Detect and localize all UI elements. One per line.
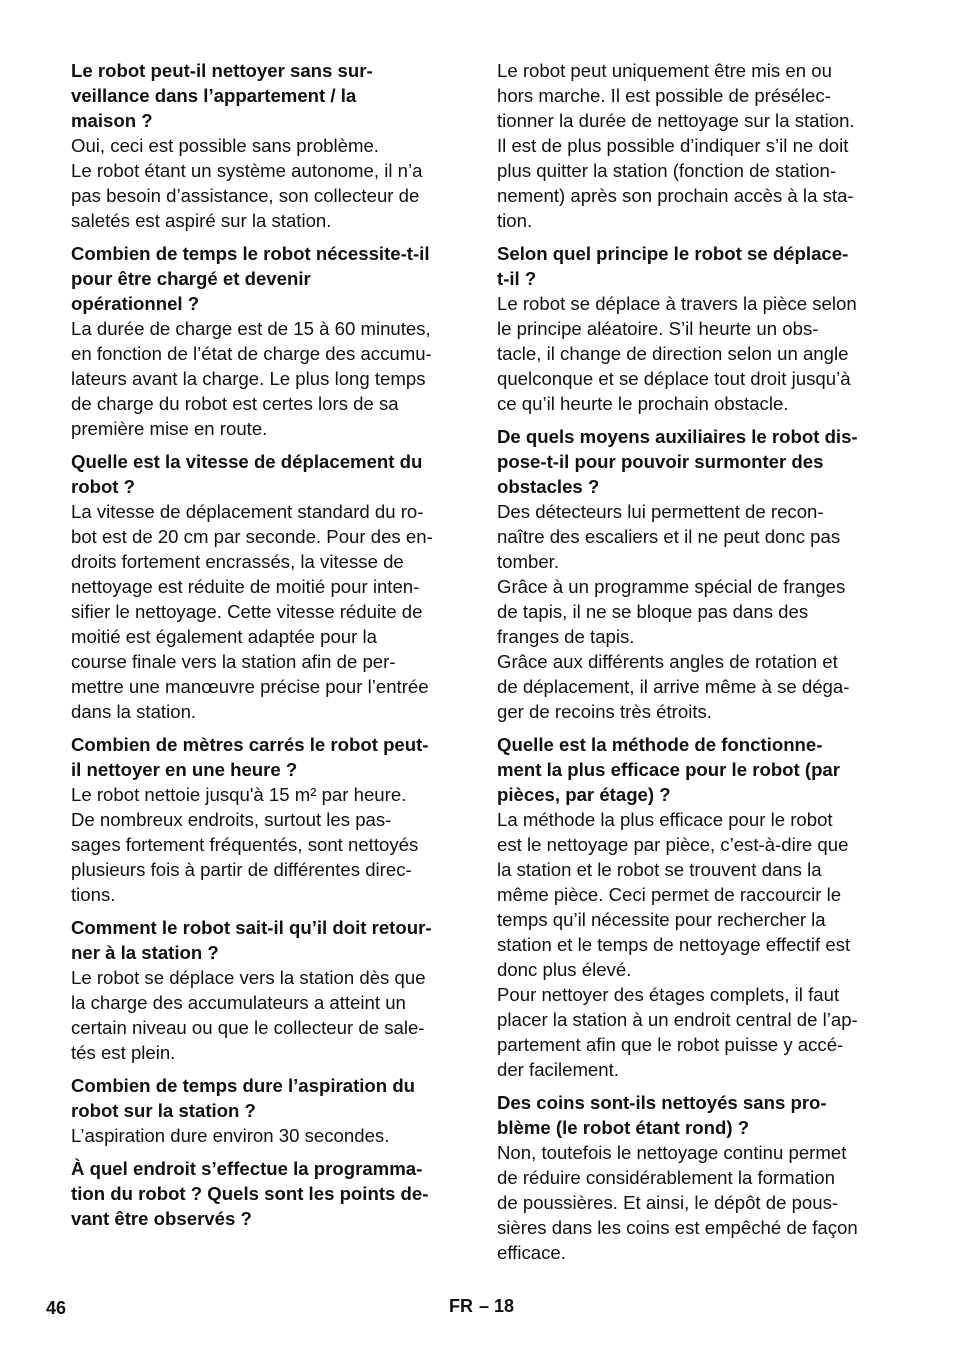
answer-line: pas besoin d’assistance, son collecteur de: [71, 185, 420, 206]
faq-item: [71, 1156, 463, 1231]
answer-line: hors marche. Il est possible de présélec-: [497, 85, 831, 106]
answer-line: course finale vers la station afin de per-: [71, 651, 396, 672]
faq-question: [71, 241, 463, 316]
answer-line: tomber.: [497, 551, 560, 572]
answer-line: tés est plein.: [71, 1042, 176, 1063]
answer-line: tionner la durée de nettoyage sur la station.: [497, 110, 855, 131]
faq-item: [497, 732, 889, 1082]
answer-line: efficace.: [497, 1242, 566, 1263]
answer-line: donc plus élevé.: [497, 959, 632, 980]
faq-item: [71, 915, 463, 1065]
answer-line: quelconque et se déplace tout droit jusqu’à: [497, 368, 851, 389]
answer-line: en fonction de l’état de charge des accumu-: [71, 343, 432, 364]
question-line: ner à la station ?: [71, 942, 219, 963]
faq-answer: [497, 807, 889, 1082]
faq-item: [71, 58, 463, 233]
answer-line: la charge des accumulateurs a atteint un: [71, 992, 406, 1013]
answer-line: saletés est aspiré sur la station.: [71, 210, 332, 231]
faq-question: [497, 424, 889, 499]
answer-line: Pour nettoyer des étages complets, il faut: [497, 984, 840, 1005]
faq-item: [71, 1073, 463, 1148]
question-line: blème (le robot étant rond) ?: [497, 1117, 750, 1138]
faq-answer: [71, 1123, 463, 1148]
answer-line: de déplacement, il arrive même à se déga-: [497, 676, 850, 697]
answer-line: plusieurs fois à partir de différentes direc-: [71, 859, 412, 880]
section-page: – 18: [479, 1296, 515, 1316]
question-line: Le robot peut-il nettoyer sans sur-: [71, 60, 373, 81]
answer-line: Grâce aux différents angles de rotation et: [497, 651, 838, 672]
answer-line: est le nettoyage par pièce, c’est-à-dire que: [497, 834, 849, 855]
answer-line: sifier le nettoyage. Cette vitesse réduite de: [71, 601, 423, 622]
answer-line: La vitesse de déplacement standard du ro-: [71, 501, 424, 522]
question-line: Combien de temps dure l’aspiration du: [71, 1075, 416, 1096]
answer-line: tions.: [71, 884, 116, 905]
faq-question: [71, 915, 463, 965]
question-line: pièces, par étage) ?: [497, 784, 671, 805]
answer-line: nettoyage est réduite de moitié pour inten-: [71, 576, 420, 597]
answer-line: même pièce. Ceci permet de raccourcir le: [497, 884, 842, 905]
question-line: robot ?: [71, 476, 136, 497]
answer-line: lateurs avant la charge. Le plus long temps: [71, 368, 426, 389]
answer-line: der facilement.: [497, 1059, 619, 1080]
answer-line: Oui, ceci est possible sans problème.: [71, 135, 379, 156]
question-line: ment la plus efficace pour le robot (par: [497, 759, 841, 780]
faq-item: [497, 58, 889, 233]
question-line: veillance dans l’appartement / la: [71, 85, 357, 106]
faq-question: [71, 732, 463, 782]
answer-line: mettre une manœuvre précise pour l’entrée: [71, 676, 429, 697]
question-line: obstacles ?: [497, 476, 600, 497]
answer-line: de tapis, il ne se bloque pas dans des: [497, 601, 809, 622]
faq-question: [497, 241, 889, 291]
left-column: [71, 58, 463, 1239]
faq-question: [497, 732, 889, 807]
faq-question: [71, 1073, 463, 1123]
answer-line: partement afin que le robot puisse y accé-: [497, 1034, 844, 1055]
question-line: De quels moyens auxiliaires le robot dis-: [497, 426, 858, 447]
answer-line: L’aspiration dure environ 30 secondes.: [71, 1125, 390, 1146]
faq-question: [497, 1090, 889, 1140]
question-line: Selon quel principe le robot se déplace-: [497, 243, 849, 264]
answer-line: plus quitter la station (fonction de station-: [497, 160, 837, 181]
faq-question: [71, 1156, 463, 1231]
faq-question: [71, 58, 463, 133]
question-line: vant être observés ?: [71, 1208, 252, 1229]
answer-line: La durée de charge est de 15 à 60 minutes,: [71, 318, 431, 339]
faq-answer: [497, 499, 889, 724]
answer-line: La méthode la plus efficace pour le robot: [497, 809, 833, 830]
answer-line: moitié est également adaptée pour la: [71, 626, 377, 647]
faq-item: [497, 1090, 889, 1265]
faq-answer: [71, 782, 463, 907]
answer-line: station et le temps de nettoyage effectif est: [497, 934, 851, 955]
page-footer-label: [449, 1296, 520, 1317]
faq-answer: [497, 58, 889, 233]
answer-line: ger de recoins très étroits.: [497, 701, 712, 722]
question-line: Quelle est la méthode de fonctionne-: [497, 734, 823, 755]
question-line: Comment le robot sait-il qu’il doit retour-: [71, 917, 432, 938]
answer-line: droits fortement encrassés, la vitesse de: [71, 551, 404, 572]
answer-line: certain niveau ou que le collecteur de sale-: [71, 1017, 425, 1038]
faq-question: [71, 449, 463, 499]
question-line: robot sur la station ?: [71, 1100, 256, 1121]
answer-line: première mise en route.: [71, 418, 268, 439]
answer-line: Le robot se déplace vers la station dès que: [71, 967, 426, 988]
question-line: À quel endroit s’effectue la programma-: [71, 1158, 423, 1179]
question-line: maison ?: [71, 110, 153, 131]
faq-answer: [71, 133, 463, 233]
question-line: Quelle est la vitesse de déplacement du: [71, 451, 423, 472]
answer-line: temps qu’il nécessite pour rechercher la: [497, 909, 826, 930]
faq-item: [71, 732, 463, 907]
answer-line: tion.: [497, 210, 533, 231]
faq-answer: [71, 316, 463, 441]
answer-line: bot est de 20 cm par seconde. Pour des en-: [71, 526, 433, 547]
faq-item: [497, 424, 889, 724]
answer-line: de poussières. Et ainsi, le dépôt de pous-: [497, 1192, 839, 1213]
faq-item: [497, 241, 889, 416]
faq-item: [71, 241, 463, 441]
language-code: FR: [449, 1296, 473, 1316]
answer-line: le principe aléatoire. S’il heurte un obs-: [497, 318, 819, 339]
question-line: Combien de temps le robot nécessite-t-il: [71, 243, 430, 264]
answer-line: Non, toutefois le nettoyage continu permet: [497, 1142, 847, 1163]
answer-line: Des détecteurs lui permettent de recon-: [497, 501, 824, 522]
answer-line: Grâce à un programme spécial de franges: [497, 576, 846, 597]
faq-answer: [497, 291, 889, 416]
answer-line: placer la station à un endroit central de l’ap-: [497, 1009, 858, 1030]
answer-line: la station et le robot se trouvent dans la: [497, 859, 822, 880]
answer-line: Le robot peut uniquement être mis en ou: [497, 60, 832, 81]
faq-answer: [71, 965, 463, 1065]
faq-answer: [497, 1140, 889, 1265]
answer-line: De nombreux endroits, surtout les pas-: [71, 809, 392, 830]
answer-line: sages fortement fréquentés, sont nettoyés: [71, 834, 419, 855]
answer-line: sières dans les coins est empêché de façon: [497, 1217, 858, 1238]
answer-line: dans la station.: [71, 701, 197, 722]
question-line: tion du robot ? Quels sont les points de-: [71, 1183, 429, 1204]
faq-item: [71, 449, 463, 724]
answer-line: Le robot étant un système autonome, il n’a: [71, 160, 423, 181]
answer-line: Il est de plus possible d’indiquer s’il ne doit: [497, 135, 849, 156]
answer-line: ce qu’il heurte le prochain obstacle.: [497, 393, 789, 414]
question-line: pose-t-il pour pouvoir surmonter des: [497, 451, 824, 472]
answer-line: de charge du robot est certes lors de sa: [71, 393, 399, 414]
question-line: pour être chargé et devenir: [71, 268, 311, 289]
answer-line: franges de tapis.: [497, 626, 635, 647]
answer-line: Le robot nettoie jusqu'à 15 m² par heure.: [71, 784, 407, 805]
answer-line: naître des escaliers et il ne peut donc pas: [497, 526, 841, 547]
question-line: Combien de mètres carrés le robot peut-: [71, 734, 429, 755]
answer-line: Le robot se déplace à travers la pièce selon: [497, 293, 857, 314]
question-line: il nettoyer en une heure ?: [71, 759, 298, 780]
right-column: [497, 58, 889, 1273]
question-line: opérationnel ?: [71, 293, 200, 314]
question-line: t-il ?: [497, 268, 537, 289]
page-number: 46: [46, 1298, 67, 1318]
question-line: Des coins sont-ils nettoyés sans pro-: [497, 1092, 827, 1113]
answer-line: nement) après son prochain accès à la sta-: [497, 185, 854, 206]
answer-line: de réduire considérablement la formation: [497, 1167, 835, 1188]
answer-line: tacle, il change de direction selon un angle: [497, 343, 849, 364]
faq-answer: [71, 499, 463, 724]
